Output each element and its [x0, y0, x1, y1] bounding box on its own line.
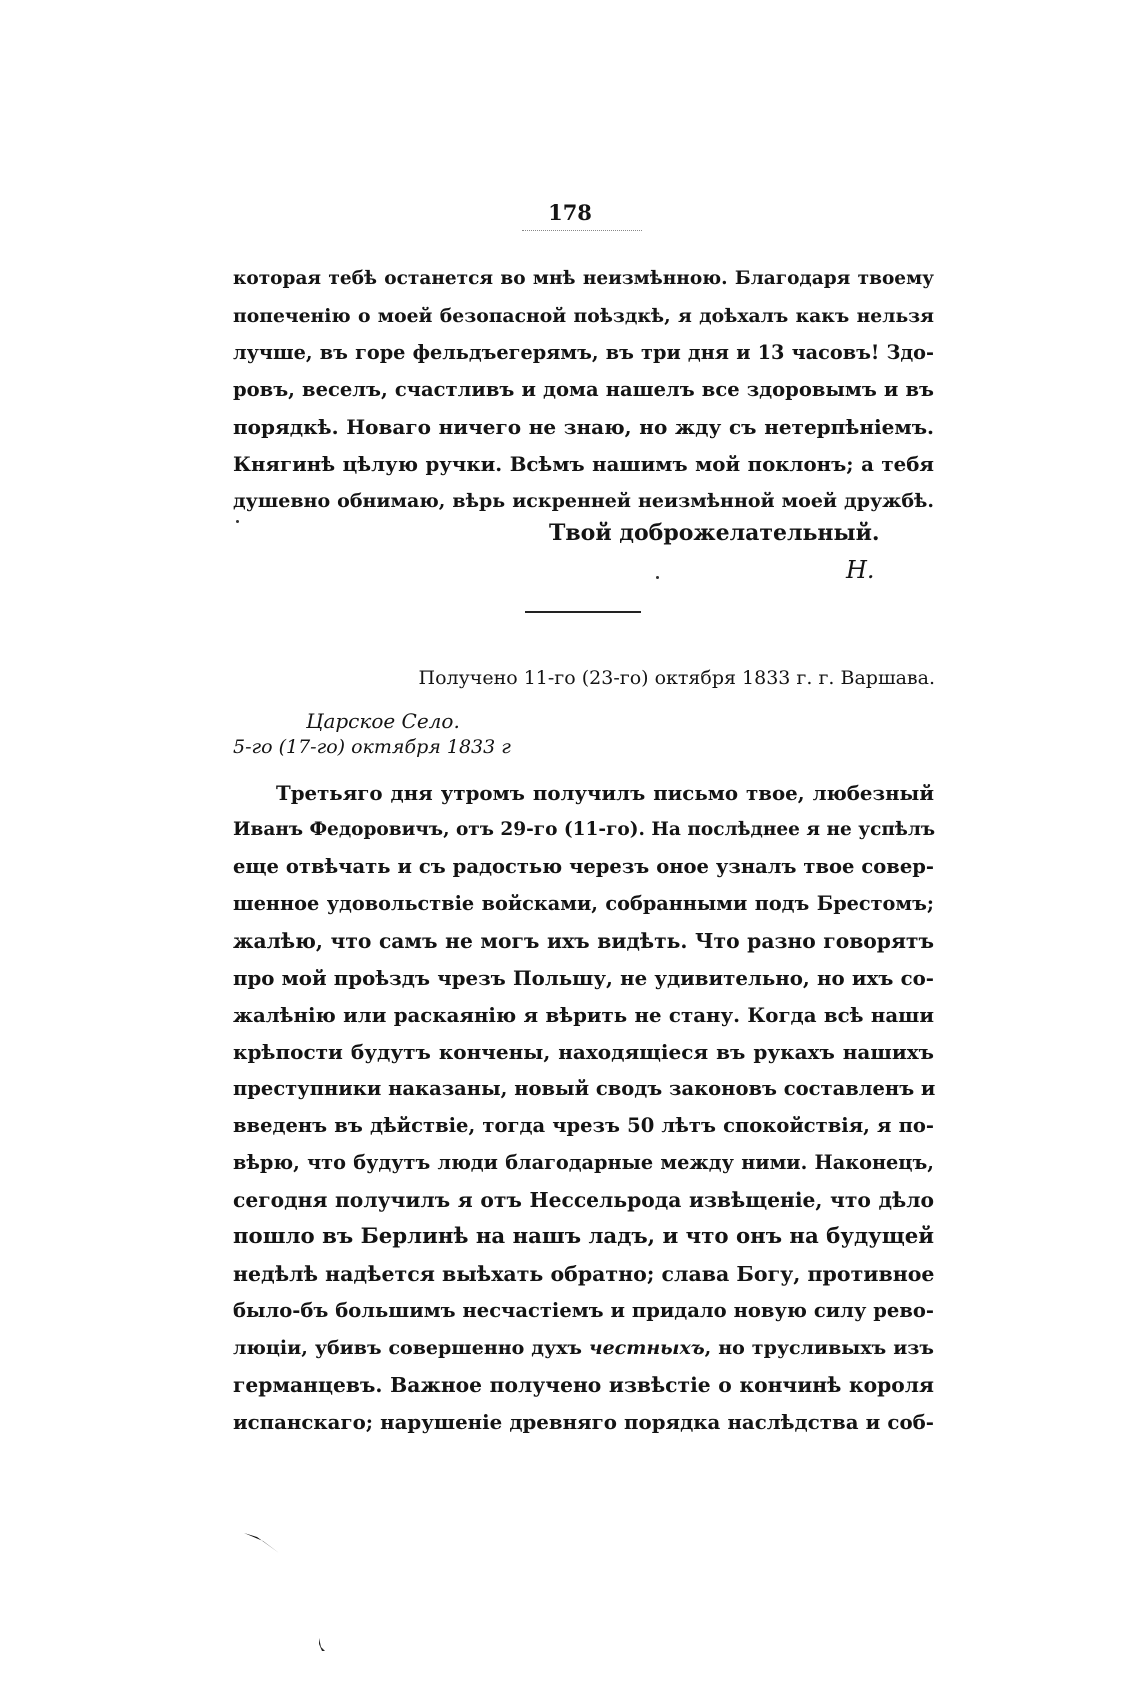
italic-word: честныхъ	[588, 1337, 705, 1359]
print-speck	[236, 520, 239, 523]
letter2-line: введенъ въ дѣйствіе, тогда чрезъ 50 лѣтъ спокойствія, я по-	[233, 1114, 934, 1137]
letter1-closing: Твой доброжелательный.	[549, 520, 880, 546]
letter1-signature: Н.	[846, 556, 875, 584]
section-divider	[525, 611, 641, 613]
letter1-line: Княгинѣ цѣлую ручки. Всѣмъ нашимъ мой поклонъ; а тебя	[233, 452, 934, 476]
letter2-line: крѣпости будутъ кончены, находящіеся въ рукахъ нашихъ	[233, 1040, 934, 1064]
ink-tick-icon	[318, 1638, 326, 1652]
ink-mark-icon	[243, 1530, 281, 1556]
letter1-line: попеченію о моей безопасной поѣздкѣ, я доѣхалъ какъ нельзя	[233, 305, 934, 327]
print-speck	[656, 576, 659, 579]
letter1-line: которая тебѣ останется во мнѣ неизмѣнною. Благодаря твоему	[233, 268, 934, 289]
letter1-line: лучше, въ горе фельдъегерямъ, въ три дня и 13 часовъ! Здо-	[233, 341, 934, 364]
letter2-line-with-italic	[233, 1329, 934, 1367]
letter2-line: Иванъ Федоровичъ, отъ 29-го (11-го). На послѣднее я не успѣлъ	[233, 819, 936, 840]
letter2-line: испанскаго; нарушеніе древняго порядка наслѣдства и соб-	[233, 1410, 934, 1434]
line-text: люціи, убивъ совершенно духъ	[233, 1337, 589, 1359]
letter1-line: душевно обнимаю, вѣрь искренней неизмѣнной моей дружбѣ.	[233, 490, 934, 512]
letter2-place: Царское Село.	[306, 709, 460, 733]
letter2-line: было-бъ большимъ несчастіемъ и придало новую силу рево-	[233, 1299, 934, 1322]
letter2-line: жалѣю, что самъ не могъ ихъ видѣть. Что разно говорятъ	[233, 929, 934, 953]
letter2-line: еще отвѣчать и съ радостью черезъ оное узналъ твое совер-	[233, 855, 934, 878]
letter2-line: германцевъ. Важное получено извѣстіе о кончинѣ короля	[233, 1373, 934, 1397]
letter2-line: преступники наказаны, новый сводъ законовъ составленъ и	[233, 1077, 936, 1100]
letter2-line: недѣлѣ надѣется выѣхать обратно; слава Богу, противное	[233, 1262, 935, 1286]
letter2-line: шенное удовольствіе войсками, собранными подъ Брестомъ;	[233, 892, 934, 915]
line-text: , но трусливыхъ изъ	[704, 1337, 934, 1359]
letter2-line: Третьяго дня утромъ получилъ письмо твое, любезный	[276, 781, 934, 805]
page-number-underline	[522, 230, 642, 231]
letter2-date: 5-го (17-го) октября 1833 г	[233, 736, 511, 758]
letter2-line: пошло въ Берлинѣ на нашъ ладъ, и что онъ на будущей	[233, 1224, 934, 1249]
letter1-line: порядкѣ. Новаго ничего не знаю, но жду съ нетерпѣніемъ.	[233, 415, 934, 439]
letter2-line: жалѣнію или раскаянію я вѣрить не стану. Когда всѣ наши	[233, 1003, 934, 1027]
letter2-line: про мой проѣздъ чрезъ Польшу, не удивительно, но ихъ со-	[233, 966, 934, 990]
letter2-line: сегодня получилъ я отъ Нессельрода извѣщеніе, что дѣло	[233, 1188, 934, 1212]
letter2-line: вѣрю, что будутъ люди благодарные между ними. Наконецъ,	[233, 1151, 934, 1174]
received-note: Получено 11-го (23-го) октября 1833 г. г. Варшава.	[418, 667, 935, 689]
page-number: 178	[548, 200, 592, 225]
letter1-line: ровъ, веселъ, счастливъ и дома нашелъ все здоровымъ и въ	[233, 378, 934, 401]
